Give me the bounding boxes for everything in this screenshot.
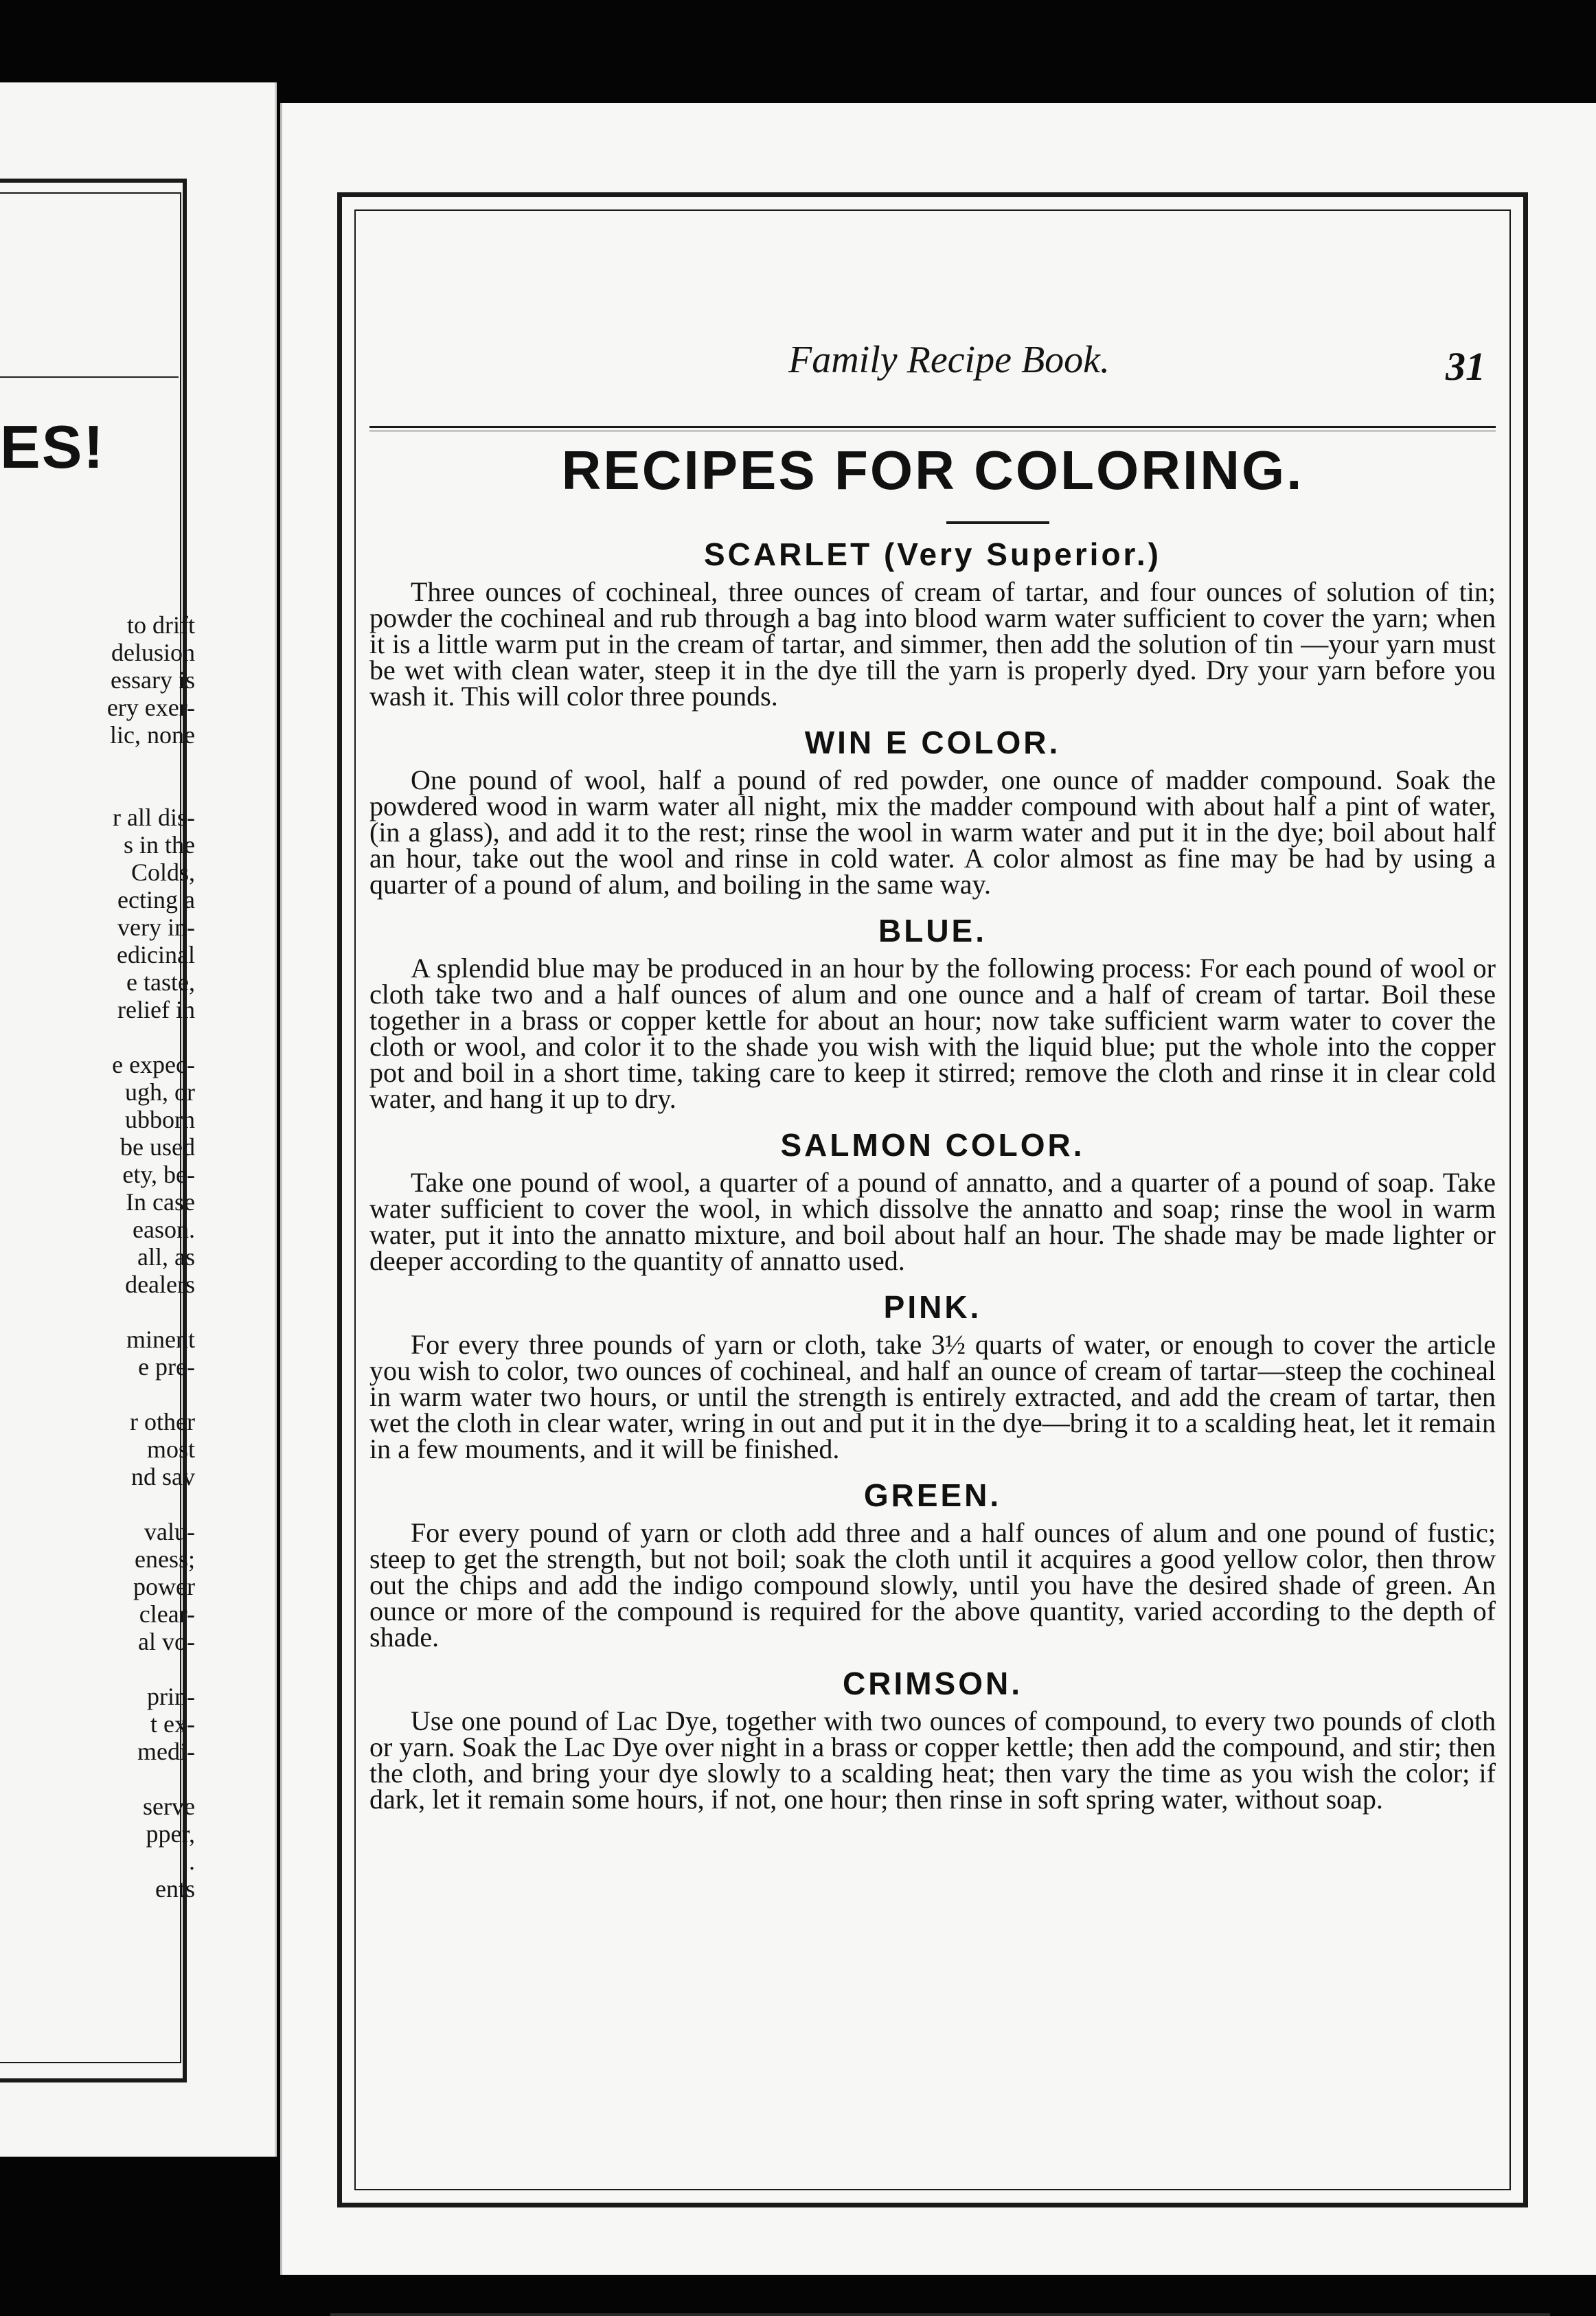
- left-page-line: ecting a: [117, 886, 195, 913]
- recipe-page: [280, 103, 1596, 2275]
- recipe-heading: BLUE.: [878, 913, 987, 949]
- left-page-line: In case: [126, 1188, 195, 1216]
- recipe-heading: SALMON COLOR.: [780, 1127, 1085, 1163]
- title-rule: [946, 521, 1049, 524]
- page-border-outer: [337, 192, 1528, 2207]
- left-page-line: .: [189, 1848, 195, 1875]
- recipe-body: Take one pound of wool, a quarter of a pound of annatto, and a quarter of a pound of soap. Take water sufficient to cover the wool, in which dissolve the annatto and soap; rinse the wool in warm water, put it into the annatto mixture, and boil about half an hour. The shade may be made lighter or deeper according to the quantity of annatto used.: [369, 1167, 1496, 1276]
- left-facing-page: [0, 82, 277, 2157]
- left-page-line: r all dis-: [113, 804, 195, 831]
- left-page-line: minent: [126, 1326, 195, 1353]
- recipe-scarlet: [369, 534, 1496, 712]
- left-page-line: s in the: [124, 831, 195, 859]
- left-page-rule: [0, 376, 179, 378]
- recipe-crimson: [369, 1663, 1496, 1813]
- book-title: Family Recipe Book.: [788, 339, 1110, 381]
- left-page-line: valu-: [144, 1518, 195, 1545]
- left-page-line: edicinal: [117, 941, 195, 968]
- left-page-line: [0, 776, 195, 804]
- left-page-line: pper,: [146, 1820, 195, 1848]
- recipe-heading: SCARLET (Very Superior.): [703, 536, 1161, 572]
- left-page-line: [0, 1655, 195, 1683]
- left-page-line: [0, 1765, 195, 1793]
- recipe-wine-color: [369, 722, 1496, 898]
- page-bottom-rule: [330, 2313, 1550, 2316]
- recipe-body: One pound of wool, half a pound of red powder, one ounce of madder compound. Soak the powdered wood in warm water all night, mix the madder compound with about half a pint of water, (in a glass), and add it to the rest; rinse the wool in warm water and put it in the dye; boil about half an hour, take out the wool and rinse in cold water. A color almost as fine may be had by using a quarter of a pound of alum, and boiling in the same way.: [369, 764, 1496, 900]
- page-number: 31: [1446, 344, 1485, 389]
- recipe-body: For every three pounds of yarn or cloth, take 3½ quarts of water, or enough to cover the article you wish to color, two ounces of cochineal, and half an ounce of cream of tartar—steep the cochineal in warm water two hours, or until the strength is entirely extracted, and add the cream of tartar, then wet the cloth in clear water, wring in out and put it in the dye—bring it to a scalding heat, let it remain in a few moumen​ts, and it will be finished.: [369, 1329, 1496, 1464]
- page-title: RECIPES FOR COLORING.: [561, 440, 1304, 501]
- left-page-line: medi-: [137, 1738, 195, 1765]
- left-page-line: ents: [155, 1875, 195, 1903]
- left-page-line: be used: [120, 1133, 195, 1161]
- recipe-heading: CRIMSON.: [843, 1666, 1023, 1701]
- left-page-line: very in-: [117, 913, 195, 941]
- left-page-line: ety, be-: [122, 1161, 195, 1188]
- left-page-line: ubborn: [125, 1106, 195, 1133]
- left-page-line: essary is: [111, 666, 195, 694]
- left-page-line: e expec-: [112, 1051, 195, 1078]
- left-page-line: to drift: [127, 611, 195, 639]
- left-page-heading: ES!: [0, 413, 105, 481]
- left-page-line: prin-: [147, 1683, 195, 1710]
- recipe-heading: WIN E COLOR.: [804, 725, 1061, 760]
- left-page-line: serve: [143, 1793, 195, 1820]
- left-page-line: t ex-: [150, 1710, 195, 1738]
- left-page-line: e taste,: [126, 968, 195, 996]
- left-page-line: al vo-: [138, 1628, 195, 1655]
- left-page-line: nd sav: [131, 1463, 195, 1490]
- recipe-heading: GREEN.: [863, 1477, 1002, 1513]
- recipe-sections: [369, 534, 1496, 1825]
- recipe-blue: [369, 910, 1496, 1112]
- left-page-line: ery exer-: [106, 694, 195, 721]
- left-page-line: r other: [130, 1408, 195, 1435]
- left-page-line: ugh, or: [125, 1078, 195, 1106]
- left-page-line: [0, 1490, 195, 1518]
- recipe-body: Use one pound of Lac Dye, together with two ounces of compound, to every two pounds of cloth or yarn. Soak the Lac Dye over night in a brass or copper kettle; then add the compound, and stir; then the cloth, and bring your dye slowly to a scalding heat; then vary the time as you wish the color; if dark, let it remain some hours, if not, one hour; then rinse in soft spring water, without soap.: [369, 1705, 1496, 1815]
- left-page-line: eness;: [135, 1545, 195, 1573]
- left-page-line: power: [133, 1573, 195, 1600]
- recipe-heading: PINK.: [883, 1289, 982, 1325]
- recipe-pink: [369, 1286, 1496, 1462]
- recipe-body: A splendid blue may be produced in an hour by the following process: For each pound of wool or cloth take two and a half ounces of alum and one ounce and a half of cream of tartar. Boil these together in a brass or copper kettle for about an hour; now take sufficient warm water to cover the cloth or wool, and color it to the shade you wish with the liquid blue; put the whole into the copper pot and boil in a short time, taking care to keep it stirred; remove the cloth and rinse it in clear cold water, and hang it up to dry.: [369, 953, 1496, 1114]
- left-page-line: eason.: [133, 1216, 195, 1243]
- left-page-line: lic, none: [110, 721, 195, 749]
- left-page-line: [0, 1381, 195, 1408]
- left-page-line: Colds,: [130, 859, 195, 886]
- left-page-line: clear-: [139, 1600, 195, 1628]
- recipe-body: For every pound of yarn or cloth add three and a half ounces of alum and one pound of fustic; steep to get the strength, but not boil; soak the cloth until it acquires a good yellow color, then throw out the chips and add the indigo compound slowly, until you have the desired shade of green. An ounce or more of the compound is required for the above quantity, varied according to the depth of shade.: [369, 1517, 1496, 1653]
- header-rule: [369, 426, 1496, 428]
- recipe-salmon-color: [369, 1124, 1496, 1274]
- left-page-line: all, as: [137, 1243, 195, 1271]
- left-page-line: most: [146, 1435, 195, 1463]
- left-page-line: e pre-: [138, 1353, 195, 1381]
- left-page-line: [0, 1298, 195, 1326]
- running-head: [342, 338, 1523, 393]
- left-page-line: [0, 749, 195, 776]
- left-page-line: [0, 1023, 195, 1051]
- left-page-text: [0, 611, 195, 1903]
- recipe-green: [369, 1475, 1496, 1653]
- recipe-body: Three ounces of cochineal, three ounces of cream of tartar, and four ounces of solution of tin; powder the cochineal and rub through a bag into blood warm water sufficient to cover the yarn; when it is a little warm put in the cream of tartar, and simmer, then add the solution of tin —your yarn must be wet with clean water, steep it in the dye till the yarn is properly dyed. Dry your yarn before you wash it. This will color three pounds.: [369, 576, 1496, 712]
- left-page-line: dealers: [125, 1271, 195, 1298]
- left-page-line: relief in: [117, 996, 195, 1023]
- left-page-line: delusion: [111, 639, 195, 666]
